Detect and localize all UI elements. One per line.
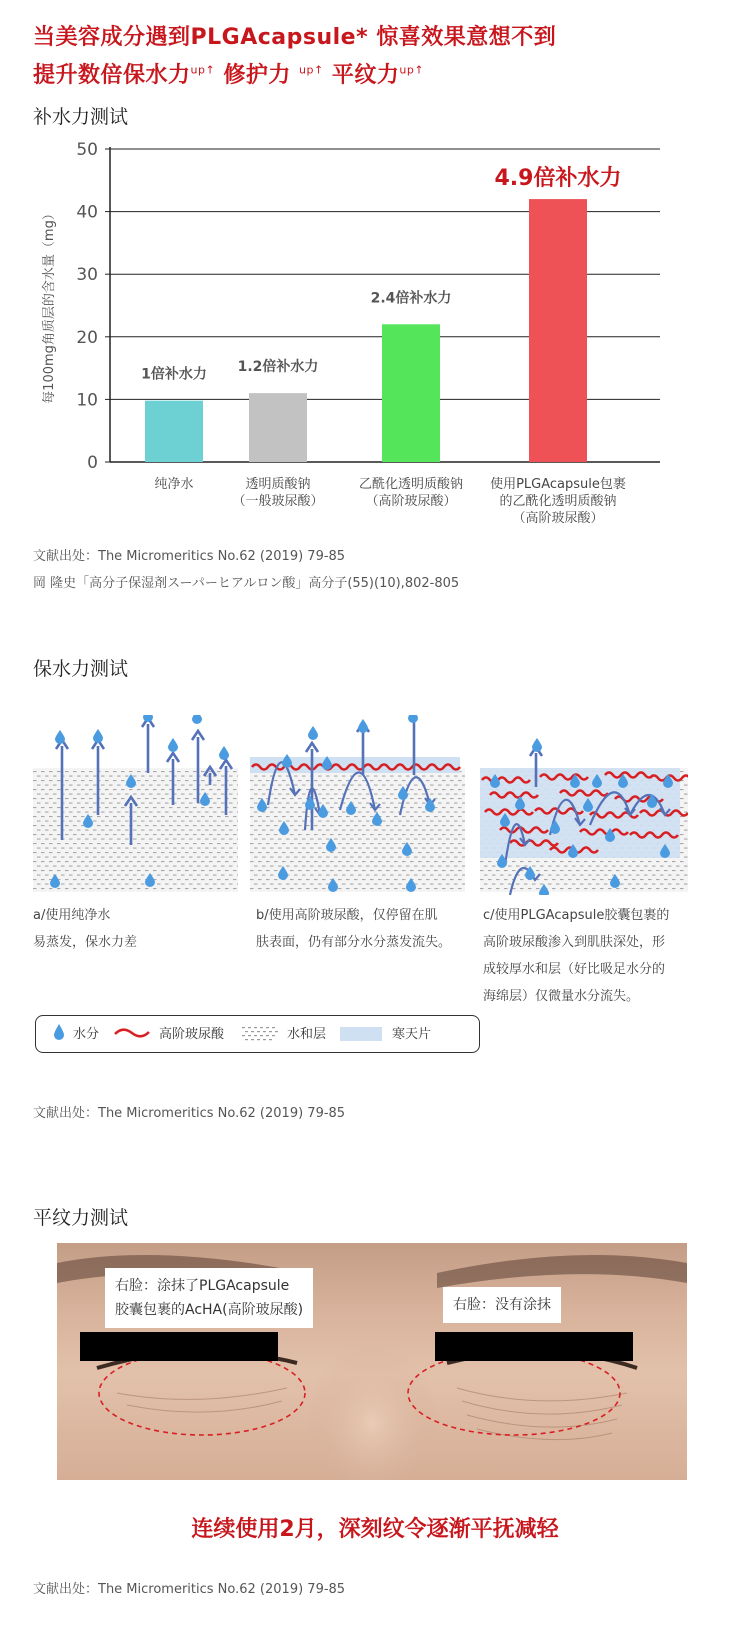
water-drop-icon	[408, 715, 418, 723]
caption-c	[483, 902, 669, 1010]
diagram-plga-capsule	[480, 715, 688, 895]
y-tick-label: 10	[76, 390, 98, 411]
category-label: （一般玻尿酸）	[232, 494, 324, 509]
caption-b-line: b/使用高阶玻尿酸，仅停留在肌	[256, 908, 438, 923]
bar	[529, 199, 587, 462]
label-applied-line: 胶囊包裹的AcHA(高阶玻尿酸)	[115, 1302, 304, 1318]
legend-hydration-label: 水和层	[287, 1027, 327, 1042]
section-title-hydration: 补水力测试	[33, 106, 129, 128]
eye-comparison-photo	[57, 1243, 687, 1480]
hydration-bar-chart	[33, 135, 693, 530]
caption-c-line: c/使用PLGAcapsule胶囊包裹的	[483, 908, 670, 923]
water-drop-icon	[192, 715, 202, 724]
data-label: 1.2倍补水力	[237, 359, 319, 376]
data-label: 2.4倍补水力	[370, 290, 452, 307]
caption-a-line: a/使用纯净水	[33, 908, 111, 923]
section-title-retention: 保水力测试	[33, 658, 129, 680]
water-drop-icon	[168, 738, 178, 752]
headline-up-2: up↑	[299, 63, 324, 77]
privacy-bar-right	[435, 1332, 633, 1361]
diagram-pure-water	[33, 715, 238, 895]
result-text: 连续使用2月，深刻纹令逐渐平抚减轻	[191, 1517, 559, 1542]
category-label: 乙酰化透明质酸钠	[358, 477, 464, 492]
headline-up-1: up↑	[190, 63, 216, 77]
diagram-high-ha	[250, 715, 465, 895]
y-tick-label: 20	[76, 327, 98, 348]
category-label: 纯净水	[154, 477, 194, 492]
data-label: 4.9倍补水力	[494, 166, 622, 192]
privacy-bar-left	[80, 1332, 278, 1361]
bar	[145, 401, 203, 462]
water-drop-icon	[219, 746, 229, 760]
citation-1: 文献出处：The Micromeritics No.62 (2019) 79-85	[33, 549, 346, 564]
ha-wave-icon	[114, 1025, 150, 1039]
label-not-applied: 右脸：没有涂抹	[443, 1287, 561, 1323]
water-drop-icon	[532, 738, 542, 752]
category-label: 透明质酸钠	[245, 477, 311, 492]
water-drop-icon	[282, 754, 292, 768]
y-axis-label: 每100mg角质层的含水量（mg）	[42, 207, 57, 404]
citation-2: 岡 隆史「高分子保湿剤スーパーヒアルロン酸」高分子(55)(10),802-805	[33, 576, 460, 591]
y-tick-label: 0	[87, 453, 98, 473]
water-drop-icon	[308, 726, 318, 740]
label-applied	[105, 1268, 313, 1328]
y-tick-label: 40	[76, 202, 98, 223]
caption-b	[256, 902, 451, 956]
legend-water-label: 水分	[73, 1027, 100, 1042]
caption-b-line: 肤表面，仍有部分水分蒸发流失。	[256, 935, 452, 950]
headline-part-2: 修护力	[215, 63, 300, 88]
headline-part-3: 平纹力	[323, 63, 400, 88]
citation-4: 文献出处：The Micromeritics No.62 (2019) 79-85	[33, 1582, 346, 1597]
headline-line-2	[33, 58, 424, 89]
water-drop-icon	[55, 730, 65, 744]
y-tick-label: 50	[76, 140, 98, 160]
headline-up-3: up↑	[399, 63, 425, 77]
water-drop-icon	[93, 729, 103, 743]
water-drop-icon	[52, 1023, 66, 1041]
category-label: （高阶玻尿酸）	[365, 494, 457, 509]
category-label: 的乙酰化透明质酸钠	[499, 494, 617, 509]
agar-swatch-icon	[340, 1027, 382, 1041]
citation-3: 文献出处：The Micromeritics No.62 (2019) 79-85	[33, 1106, 346, 1121]
category-label: 使用PLGAcapsule包裹	[490, 477, 626, 492]
headline-line-1: 当美容成分遇到PLGAcapsule* 惊喜效果意想不到	[33, 25, 557, 50]
bar	[382, 324, 440, 462]
caption-c-line: 海绵层）仅微量水分流失。	[483, 989, 640, 1004]
label-applied-line: 右脸：涂抹了PLGAcapsule	[115, 1278, 290, 1294]
section-title-smoothing: 平纹力测试	[33, 1207, 129, 1229]
hydration-layer-swatch-icon	[241, 1025, 279, 1041]
legend-agar-label: 寒天片	[392, 1027, 432, 1042]
y-tick-label: 30	[76, 265, 98, 286]
legend-ha-label: 高阶玻尿酸	[159, 1027, 225, 1042]
bar	[249, 393, 307, 462]
caption-c-line: 成较厚水和层（好比吸足水分的	[483, 962, 666, 977]
category-label: （高阶玻尿酸）	[512, 511, 604, 526]
caption-a-line: 易蒸发，保水力差	[33, 935, 138, 950]
data-label: 1倍补水力	[141, 366, 207, 383]
water-drop-icon	[358, 719, 368, 733]
headline-part-1: 提升数倍保水力	[33, 63, 191, 88]
caption-a	[33, 902, 137, 956]
caption-c-line: 高阶玻尿酸渗入到肌肤深处，形	[483, 935, 666, 950]
